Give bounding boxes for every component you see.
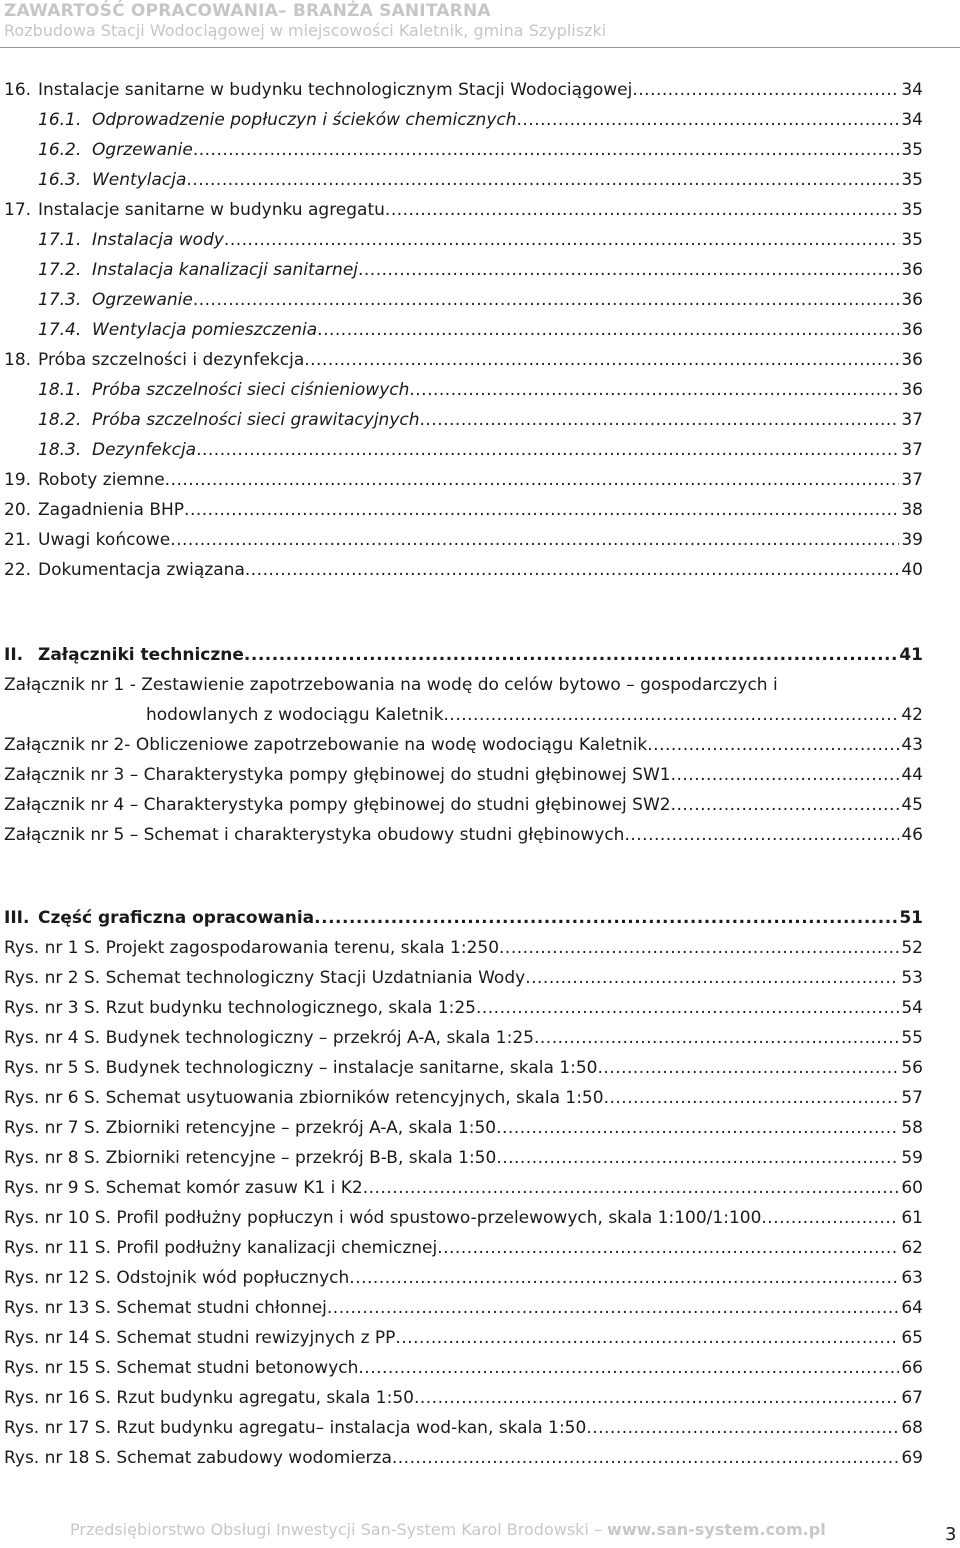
toc-entry-number: II. xyxy=(4,645,24,665)
attachment-entry[interactable] xyxy=(4,730,923,760)
toc-entry-page: 34 xyxy=(901,80,923,100)
toc-entry-title: Załącznik nr 5 – Schemat i charakterystyka obudowy studni głębinowych xyxy=(4,825,625,845)
toc-entry-page: 45 xyxy=(901,795,923,815)
drawing-entry[interactable] xyxy=(4,1083,923,1113)
toc-entry-title: Instalacja kanalizacji sanitarnej xyxy=(92,260,358,280)
toc-entry[interactable] xyxy=(38,255,923,285)
drawing-entry[interactable] xyxy=(4,1263,923,1293)
toc-entry-title: Rys. nr 12 S. Odstojnik wód popłucznych xyxy=(4,1268,350,1288)
toc-entry-number: 17.2. xyxy=(38,260,82,280)
toc-entry-title: Wentylacja pomieszczenia xyxy=(92,320,318,340)
attachment-entry-first-line: Załącznik nr 1 - Zestawienie zapotrzebowania na wodę do celów bytowo – gospodarczych i xyxy=(4,675,778,695)
toc-dot-leader xyxy=(534,1023,899,1053)
toc-entry-page: 57 xyxy=(901,1088,923,1108)
toc-dot-leader xyxy=(671,790,900,820)
toc-entry-title: Załącznik nr 4 – Charakterystyka pompy głębinowej do studni głębinowej SW2 xyxy=(4,795,671,815)
toc-entry-page: 35 xyxy=(901,200,923,220)
attachment-entry[interactable] xyxy=(4,820,923,850)
header-divider xyxy=(0,47,960,48)
toc-dot-leader xyxy=(597,1053,899,1083)
section-heading-drawings[interactable] xyxy=(4,903,923,933)
toc-entry-page: 36 xyxy=(901,320,923,340)
toc-entry-title: Część graficzna opracowania xyxy=(38,908,315,928)
drawing-entry[interactable] xyxy=(4,1443,923,1473)
toc-entry-title: Rys. nr 3 S. Rzut budynku technologicznego, skala 1:25 xyxy=(4,998,476,1018)
toc-entry-page: 36 xyxy=(901,380,923,400)
toc-entry-number: 16.3. xyxy=(38,170,82,190)
toc-entry-page: 68 xyxy=(901,1418,923,1438)
page-footer xyxy=(70,1520,826,1539)
toc-entry-number: 16. xyxy=(4,80,32,100)
toc-entry[interactable] xyxy=(4,525,923,555)
drawing-entry[interactable] xyxy=(4,1383,923,1413)
toc-entry-title: Dokumentacja związana xyxy=(38,560,245,580)
drawing-entry[interactable] xyxy=(4,1203,923,1233)
toc-entry-title: Rys. nr 5 S. Budynek technologiczny – instalacje sanitarne, skala 1:50 xyxy=(4,1058,598,1078)
running-header-subtitle: Rozbudowa Stacji Wodociągowej w miejscowości Kaletnik, gmina Szypliszki xyxy=(4,21,607,40)
toc-entry-page: 65 xyxy=(901,1328,923,1348)
toc-dot-leader xyxy=(761,1203,899,1233)
toc-entry-title: Próba szczelności sieci grawitacyjnych xyxy=(92,410,420,430)
toc-dot-leader xyxy=(392,1443,899,1473)
toc-dot-leader xyxy=(184,495,899,525)
toc-entry-page: 64 xyxy=(901,1298,923,1318)
toc-dot-leader xyxy=(245,555,900,585)
toc-dot-leader xyxy=(414,1383,899,1413)
toc-entry[interactable] xyxy=(4,345,923,375)
toc-entry-number: 16.1. xyxy=(38,110,82,130)
toc-dot-leader xyxy=(314,903,897,933)
toc-dot-leader xyxy=(476,993,899,1023)
toc-entry-page: 36 xyxy=(901,350,923,370)
attachment-entry[interactable] xyxy=(4,760,923,790)
toc-entry[interactable] xyxy=(4,555,923,585)
drawing-entry[interactable] xyxy=(4,1143,923,1173)
toc-entry-title: Rys. nr 1 S. Projekt zagospodarowania terenu, skala 1:250 xyxy=(4,938,500,958)
toc-dot-leader xyxy=(624,820,899,850)
page-number: 3 xyxy=(945,1524,957,1545)
toc-entry-page: 56 xyxy=(901,1058,923,1078)
toc-entry-number: 20. xyxy=(4,500,32,520)
toc-entry-page: 62 xyxy=(901,1238,923,1258)
toc-entry-title: Odprowadzenie popłuczyn i ścieków chemicznych xyxy=(92,110,517,130)
toc-entry[interactable] xyxy=(4,495,923,525)
toc-entry-page: 53 xyxy=(901,968,923,988)
toc-entry-title: Wentylacja xyxy=(92,170,187,190)
toc-entry-page: 39 xyxy=(901,530,923,550)
toc-entry-page: 66 xyxy=(901,1358,923,1378)
toc-dot-leader xyxy=(385,195,899,225)
toc-entry-page: 51 xyxy=(899,908,923,928)
footer-url-link[interactable]: www.san-system.com.pl xyxy=(607,1520,826,1539)
toc-entry[interactable] xyxy=(38,135,923,165)
toc-entry-page: 42 xyxy=(901,705,923,725)
toc-entry-title: Uwagi końcowe xyxy=(38,530,171,550)
toc-entry-title: Rys. nr 10 S. Profil podłużny popłuczyn i wód spustowo-przelewowych, skala 1:100/1:100 xyxy=(4,1208,762,1228)
toc-dot-leader xyxy=(647,730,899,760)
toc-dot-leader xyxy=(358,1353,899,1383)
toc-entry-title: Ogrzewanie xyxy=(92,290,193,310)
toc-dot-leader xyxy=(496,1113,899,1143)
toc-entry-number: 18. xyxy=(4,350,32,370)
toc-entry[interactable] xyxy=(38,225,923,255)
toc-entry-page: 55 xyxy=(901,1028,923,1048)
toc-entry-number: 17. xyxy=(4,200,32,220)
drawing-entry[interactable] xyxy=(4,933,923,963)
toc-dot-leader xyxy=(525,963,899,993)
drawing-entry[interactable] xyxy=(4,1353,923,1383)
toc-entry-page: 69 xyxy=(901,1448,923,1468)
toc-dot-leader xyxy=(304,345,899,375)
toc-dot-leader xyxy=(244,640,897,670)
toc-dot-leader xyxy=(437,1233,899,1263)
toc-entry-title: Załącznik nr 2- Obliczeniowe zapotrzebowanie na wodę wodociągu Kaletnik xyxy=(4,735,648,755)
toc-entry[interactable] xyxy=(38,105,923,135)
toc-entry-title: Załączniki techniczne xyxy=(38,645,244,665)
toc-entry-title: Instalacje sanitarne w budynku technologicznym Stacji Wodociągowej xyxy=(38,80,633,100)
toc-entry-number: 18.3. xyxy=(38,440,82,460)
toc-dot-leader xyxy=(193,285,900,315)
toc-entry-number: 17.1. xyxy=(38,230,82,250)
drawing-entry[interactable] xyxy=(4,1173,923,1203)
drawing-entry[interactable] xyxy=(4,1323,923,1353)
toc-entry[interactable] xyxy=(38,435,923,465)
toc-entry-title: Rys. nr 2 S. Schemat technologiczny Stacji Uzdatniania Wody xyxy=(4,968,526,988)
toc-entry-number: 17.3. xyxy=(38,290,82,310)
toc-entry-title: Instalacja wody xyxy=(92,230,224,250)
toc-entry-number: 18.1. xyxy=(38,380,82,400)
drawing-entry[interactable] xyxy=(4,1023,923,1053)
toc-dot-leader xyxy=(170,525,899,555)
toc-entry-page: 36 xyxy=(901,290,923,310)
toc-entry-title: Rys. nr 9 S. Schemat komór zasuw K1 i K2 xyxy=(4,1178,363,1198)
toc-entry-title: Zagadnienia BHP xyxy=(38,500,185,520)
toc-entry-title: Próba szczelności sieci ciśnieniowych xyxy=(92,380,410,400)
toc-entry-page: 46 xyxy=(901,825,923,845)
toc-entry-title: Rys. nr 11 S. Profil podłużny kanalizacji chemicznej xyxy=(4,1238,438,1258)
toc-entry-title: Rys. nr 13 S. Schemat studni chłonnej xyxy=(4,1298,327,1318)
toc-entry-title: Roboty ziemne xyxy=(38,470,165,490)
toc-entry-page: 36 xyxy=(901,260,923,280)
toc-entry-title: Rys. nr 17 S. Rzut budynku agregatu– instalacja wod-kan, skala 1:50 xyxy=(4,1418,587,1438)
toc-entry-page: 37 xyxy=(901,470,923,490)
toc-entry-page: 59 xyxy=(901,1148,923,1168)
toc-entry-page: 38 xyxy=(901,500,923,520)
toc-entry-page: 54 xyxy=(901,998,923,1018)
toc-entry-page: 60 xyxy=(901,1178,923,1198)
toc-dot-leader xyxy=(317,315,899,345)
toc-entry-page: 63 xyxy=(901,1268,923,1288)
toc-entry-page: 35 xyxy=(901,230,923,250)
toc-entry[interactable] xyxy=(38,165,923,195)
toc-dot-leader xyxy=(671,760,900,790)
toc-entry-page: 35 xyxy=(901,140,923,160)
toc-entry-page: 35 xyxy=(901,170,923,190)
toc-entry-title: Załącznik nr 3 – Charakterystyka pompy głębinowej do studni głębinowej SW1 xyxy=(4,765,671,785)
toc-dot-leader xyxy=(632,75,899,105)
drawing-entry[interactable] xyxy=(4,963,923,993)
toc-entry-page: 67 xyxy=(901,1388,923,1408)
toc-entry-page: 43 xyxy=(901,735,923,755)
section-heading-attachments[interactable] xyxy=(4,640,923,670)
toc-entry-title: Dezynfekcja xyxy=(92,440,197,460)
toc-dot-leader xyxy=(327,1293,899,1323)
toc-entry[interactable] xyxy=(38,405,923,435)
toc-entry[interactable] xyxy=(4,465,923,495)
toc-entry-title: hodowlanych z wodociągu Kaletnik xyxy=(146,705,444,725)
toc-entry-title: Rys. nr 16 S. Rzut budynku agregatu, skala 1:50 xyxy=(4,1388,414,1408)
drawing-entry[interactable] xyxy=(4,1413,923,1443)
toc-entry-page: 61 xyxy=(901,1208,923,1228)
toc-entry-number: 21. xyxy=(4,530,32,550)
toc-entry-title: Rys. nr 15 S. Schemat studni betonowych xyxy=(4,1358,359,1378)
toc-dot-leader xyxy=(517,105,900,135)
toc-dot-leader xyxy=(409,375,899,405)
toc-entry-page: 37 xyxy=(901,410,923,430)
toc-entry-title: Rys. nr 18 S. Schemat zabudowy wodomierza xyxy=(4,1448,392,1468)
toc-entry-title: Rys. nr 4 S. Budynek technologiczny – przekrój A-A, skala 1:25 xyxy=(4,1028,534,1048)
toc-dot-leader xyxy=(499,933,899,963)
toc-entry-number: 19. xyxy=(4,470,32,490)
toc-entry-title: Rys. nr 8 S. Zbiorniki retencyjne – przekrój B-B, skala 1:50 xyxy=(4,1148,497,1168)
toc-entry-page: 37 xyxy=(901,440,923,460)
toc-entry-title: Rys. nr 14 S. Schemat studni rewizyjnych z PP xyxy=(4,1328,396,1348)
toc-entry-title: Rys. nr 7 S. Zbiorniki retencyjne – przekrój A-A, skala 1:50 xyxy=(4,1118,497,1138)
toc-dot-leader xyxy=(193,135,900,165)
toc-dot-leader xyxy=(395,1323,899,1353)
toc-entry[interactable] xyxy=(38,315,923,345)
toc-entry-title: Instalacje sanitarne w budynku agregatu xyxy=(38,200,385,220)
toc-dot-leader xyxy=(224,225,899,255)
toc-entry-title: Próba szczelności i dezynfekcja xyxy=(38,350,305,370)
drawing-entry[interactable] xyxy=(4,1053,923,1083)
toc-dot-leader xyxy=(420,405,900,435)
toc-dot-leader xyxy=(196,435,899,465)
toc-entry-number: 22. xyxy=(4,560,32,580)
toc-entry-page: 41 xyxy=(899,645,923,665)
toc-entry[interactable] xyxy=(38,375,923,405)
toc-entry-title: Rys. nr 6 S. Schemat usytuowania zbiorników retencyjnych, skala 1:50 xyxy=(4,1088,604,1108)
toc-entry-page: 44 xyxy=(901,765,923,785)
toc-dot-leader xyxy=(358,255,899,285)
toc-entry[interactable] xyxy=(4,75,923,105)
toc-entry[interactable] xyxy=(38,285,923,315)
drawing-entry[interactable] xyxy=(4,993,923,1023)
toc-dot-leader xyxy=(186,165,899,195)
toc-dot-leader xyxy=(363,1173,900,1203)
toc-dot-leader xyxy=(165,465,900,495)
toc-entry-page: 34 xyxy=(901,110,923,130)
drawing-entry[interactable] xyxy=(4,1233,923,1263)
attachment-entry[interactable] xyxy=(4,790,923,820)
toc-entry-number: III. xyxy=(4,908,30,928)
toc-entry-title: Ogrzewanie xyxy=(92,140,193,160)
toc-entry-page: 52 xyxy=(901,938,923,958)
footer-company: Przedsiębiorstwo Obsługi Inwestycji San-System Karol Brodowski – xyxy=(70,1520,608,1539)
drawing-entry[interactable] xyxy=(4,1293,923,1323)
toc-entry-number: 17.4. xyxy=(38,320,82,340)
toc-dot-leader xyxy=(604,1083,900,1113)
drawing-entry[interactable] xyxy=(4,1113,923,1143)
toc-dot-leader xyxy=(444,700,900,730)
toc-entry-number: 16.2. xyxy=(38,140,82,160)
toc-entry-page: 58 xyxy=(901,1118,923,1138)
running-header-title: ZAWARTOŚĆ OPRACOWANIA– BRANŻA SANITARNA xyxy=(4,1,491,21)
toc-dot-leader xyxy=(586,1413,899,1443)
toc-entry-page: 40 xyxy=(901,560,923,580)
toc-entry-number: 18.2. xyxy=(38,410,82,430)
attachment-entry[interactable] xyxy=(146,700,923,730)
toc-dot-leader xyxy=(496,1143,899,1173)
toc-entry[interactable] xyxy=(4,195,923,225)
toc-dot-leader xyxy=(349,1263,899,1293)
